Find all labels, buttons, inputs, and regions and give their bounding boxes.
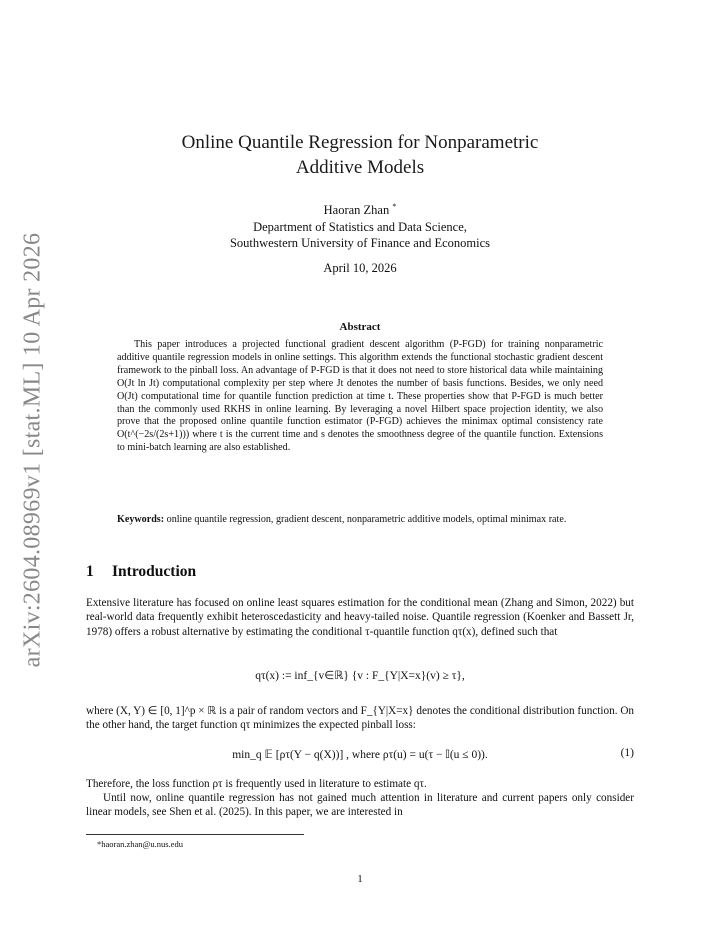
paragraph-1: Extensive literature has focused on online least squares estimation for the conditional mean (Zhang and Simon, 2022) but real-world data frequently exhibit heteroscedasticity and heavy-tailed noise. Quantile regression (Koenker and Bassett Jr, 1978) offers a robust alternative by estimating the conditional τ-quantile function qτ(x), defined such that — [86, 597, 634, 638]
author-affiliation-2: Southwestern University of Finance and Economics — [229, 236, 491, 251]
footnote-divider — [86, 834, 304, 835]
section-title: Introduction — [112, 563, 197, 580]
arxiv-identifier-text: arXiv:2604.08969v1 [stat.ML] 10 Apr 2026 — [19, 232, 46, 668]
paper-date: April 10, 2026 — [323, 261, 397, 275]
page-number: 1 — [357, 873, 363, 885]
abstract-text: This paper introduces a projected functional gradient descent algorithm (P-FGD) for training nonparametric additive quantile regression models in online settings. This algorithm extends the functional stochastic gradient descent framework to the pinball loss. An advantage of P-FGD is that it does not need to store historical data while maintaining O(Jt ln Jt) computational complexity per step where Jt denotes the number of basis functions. Besides, we only need O(Jt) computational time for quantile function prediction at time t. These properties show that P-FGD is much better than the commonly used RKHS in online learning. By leveraging a novel Hilbert space projection identity, we also prove that the proposed online quantile function estimator (P-FGD) achieves the minimax optimal consistency rate O(t^(−2s/(2s+1))) where t is the current time and s denotes the smoothness degree of the quantile function. Extensions to mini-batch learning are also established. — [117, 339, 603, 454]
author-name-line — [0, 199, 720, 219]
paragraph-2: where (X, Y) ∈ [0, 1]^p × ℝ is a pair of random vectors and F_{Y|X=x} denotes the conditional distribution function. On the other hand, the target function qτ minimizes the expected pinball loss: — [86, 705, 634, 732]
paragraph-4: Until now, online quantile regression has not gained much attention in literature and current papers only consider linear models, see Shen et al. (2025). In this paper, we are interested in — [86, 792, 634, 819]
paragraph-3: Therefore, the loss function ρτ is frequently used in literature to estimate qτ. — [86, 778, 427, 790]
author-name: Haoran Zhan — [323, 203, 390, 218]
keywords-label: Keywords: — [117, 514, 165, 525]
title-line-2: Additive Models — [295, 157, 425, 178]
equation-quantile-definition: qτ(x) := inf_{v∈ℝ} {v : F_{Y|X=x}(v) ≥ τ}, — [255, 670, 465, 682]
abstract-heading: Abstract — [339, 321, 381, 333]
author-block — [0, 199, 720, 252]
title-line-1: Online Quantile Regression for Nonparametric — [181, 132, 539, 153]
section-number: 1 — [86, 563, 94, 580]
keywords-text: online quantile regression, gradient descent, nonparametric additive models, optimal minimax rate. — [166, 514, 567, 525]
author-footnote-mark: * — [392, 202, 397, 211]
footnote: *haoran.zhan@u.nus.edu — [97, 839, 183, 849]
section-heading — [86, 563, 196, 581]
equation-number: (1) — [620, 747, 634, 759]
keywords — [117, 514, 603, 527]
arxiv-identifier — [18, 232, 48, 668]
paper-title — [0, 130, 720, 180]
equation-pinball-loss: min_q 𝔼 [ρτ(Y − q(X))] , where ρτ(u) = u(τ − 𝕀(u ≤ 0)). — [232, 749, 488, 761]
author-affiliation-1: Department of Statistics and Data Science, — [253, 219, 467, 234]
